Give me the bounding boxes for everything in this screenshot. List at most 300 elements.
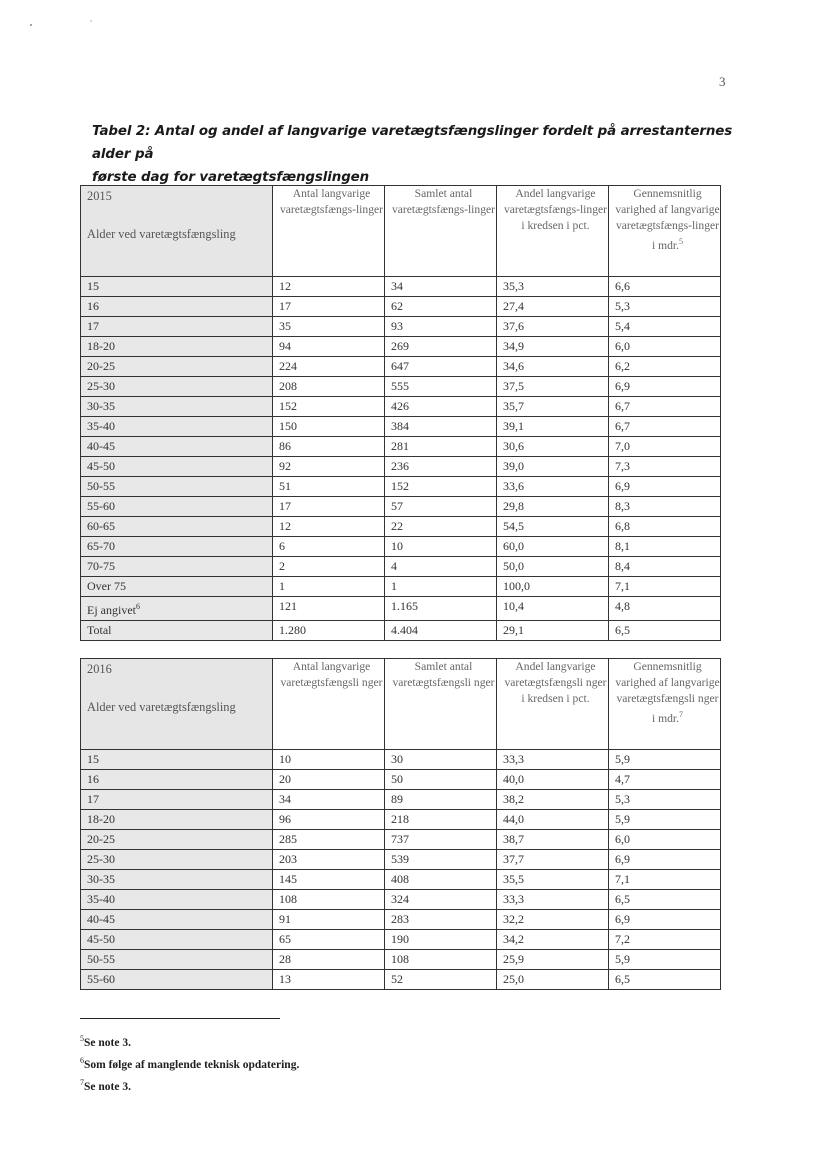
col-header-andel: Andel langvarige varetægtsfængs-linger i kredsen i pct. (497, 186, 609, 277)
samlet-cell-text: 190 (391, 932, 409, 946)
andel-cell (497, 417, 609, 437)
varighed-cell-text: 5,3 (615, 299, 630, 313)
samlet-cell (385, 537, 497, 557)
andel-cell (497, 477, 609, 497)
varighed-cell-text: 6,8 (615, 519, 630, 533)
varighed-cell (609, 621, 721, 641)
andel-cell-text: 38,2 (503, 792, 524, 806)
varighed-cell (609, 950, 721, 970)
varighed-cell (609, 477, 721, 497)
antal-cell-text: 108 (279, 892, 297, 906)
varighed-cell (609, 750, 721, 770)
age-cell (81, 437, 273, 457)
samlet-cell (385, 910, 497, 930)
age-cell (81, 557, 273, 577)
andel-cell-text: 37,7 (503, 852, 524, 866)
samlet-cell-text: 4.404 (391, 623, 418, 637)
andel-cell-text: 39,1 (503, 419, 524, 433)
age-cell (81, 750, 273, 770)
samlet-cell-text: 647 (391, 359, 409, 373)
varighed-cell-text: 6,0 (615, 339, 630, 353)
antal-cell-text: 17 (279, 299, 291, 313)
footnote-number: 5 (80, 1034, 84, 1043)
samlet-cell (385, 930, 497, 950)
andel-cell-text: 32,2 (503, 912, 524, 926)
antal-cell-text: 94 (279, 339, 291, 353)
age-cell (81, 457, 273, 477)
samlet-cell-text: 737 (391, 832, 409, 846)
year-header-cell (81, 659, 273, 750)
varighed-cell (609, 397, 721, 417)
table-row (81, 790, 721, 810)
andel-cell-text: 35,7 (503, 399, 524, 413)
table-row (81, 770, 721, 790)
varighed-cell-text: 8,3 (615, 499, 630, 513)
andel-cell (497, 497, 609, 517)
andel-cell-text: 54,5 (503, 519, 524, 533)
age-cell (81, 830, 273, 850)
antal-cell-text: 6 (279, 539, 285, 553)
footnote-ref: 6 (135, 602, 140, 611)
caption-line-1: Tabel 2: Antal og andel af langvarige varetægtsfængslinger fordelt på arrestanternes alder på (92, 124, 733, 162)
table-row (81, 477, 721, 497)
antal-cell-text: 121 (279, 599, 297, 613)
andel-cell (497, 557, 609, 577)
table-2015 (80, 185, 721, 641)
samlet-cell (385, 621, 497, 641)
age-cell (81, 597, 273, 621)
samlet-cell-text: 89 (391, 792, 403, 806)
footnote-item (80, 1072, 299, 1094)
scan-speck (90, 20, 92, 22)
varighed-cell-text: 6,9 (615, 479, 630, 493)
footnote-text: Se note 3. (84, 1037, 131, 1049)
samlet-cell-text: 4 (391, 559, 397, 573)
varighed-cell-text: 5,9 (615, 812, 630, 826)
age-cell-text: 40-45 (87, 439, 115, 453)
age-cell (81, 870, 273, 890)
samlet-cell-text: 426 (391, 399, 409, 413)
samlet-cell (385, 397, 497, 417)
samlet-cell-text: 10 (391, 539, 403, 553)
age-cell-text: 18-20 (87, 339, 115, 353)
samlet-cell-text: 152 (391, 479, 409, 493)
age-cell-text: 25-30 (87, 379, 115, 393)
footnote-number: 7 (80, 1078, 84, 1087)
table-row (81, 337, 721, 357)
samlet-cell (385, 890, 497, 910)
age-cell (81, 377, 273, 397)
samlet-cell-text: 93 (391, 319, 403, 333)
andel-cell-text: 39,0 (503, 459, 524, 473)
age-cell-text: 45-50 (87, 932, 115, 946)
antal-cell (273, 890, 385, 910)
samlet-cell (385, 457, 497, 477)
samlet-cell-text: 52 (391, 972, 403, 986)
age-cell (81, 497, 273, 517)
table-header-row (81, 659, 721, 750)
varighed-cell-text: 6,6 (615, 279, 630, 293)
table-row (81, 497, 721, 517)
age-cell (81, 317, 273, 337)
samlet-cell (385, 497, 497, 517)
table-row (81, 377, 721, 397)
andel-cell-text: 38,7 (503, 832, 524, 846)
samlet-cell-text: 539 (391, 852, 409, 866)
samlet-cell-text: 384 (391, 419, 409, 433)
antal-cell-text: 92 (279, 459, 291, 473)
page-number: 3 (719, 74, 726, 89)
varighed-cell (609, 930, 721, 950)
andel-cell (497, 790, 609, 810)
samlet-cell-text: 50 (391, 772, 403, 786)
antal-cell (273, 830, 385, 850)
footnote-item (80, 1028, 299, 1050)
samlet-cell (385, 770, 497, 790)
andel-cell-text: 27,4 (503, 299, 524, 313)
antal-cell-text: 2 (279, 559, 285, 573)
antal-cell (273, 337, 385, 357)
age-cell-text: 20-25 (87, 359, 115, 373)
andel-cell (497, 770, 609, 790)
varighed-cell (609, 377, 721, 397)
samlet-cell (385, 357, 497, 377)
andel-cell-text: 33,3 (503, 892, 524, 906)
andel-cell (497, 397, 609, 417)
antal-cell (273, 750, 385, 770)
samlet-cell-text: 108 (391, 952, 409, 966)
samlet-cell (385, 597, 497, 621)
age-cell (81, 930, 273, 950)
samlet-cell (385, 577, 497, 597)
varighed-cell-text: 8,4 (615, 559, 630, 573)
antal-cell (273, 497, 385, 517)
table-row (81, 890, 721, 910)
age-cell (81, 950, 273, 970)
age-cell (81, 357, 273, 377)
varighed-cell-text: 7,1 (615, 872, 630, 886)
age-cell (81, 277, 273, 297)
varighed-cell (609, 417, 721, 437)
andel-cell (497, 297, 609, 317)
varighed-cell-text: 5,3 (615, 792, 630, 806)
footnotes (80, 1028, 299, 1094)
varighed-cell-text: 5,9 (615, 752, 630, 766)
table-row (81, 297, 721, 317)
antal-cell (273, 417, 385, 437)
age-cell-text: Over 75 (87, 579, 126, 593)
varighed-cell (609, 870, 721, 890)
antal-cell-text: 285 (279, 832, 297, 846)
varighed-cell (609, 830, 721, 850)
footnote-ref: 5 (679, 237, 684, 246)
andel-cell (497, 970, 609, 990)
antal-cell-text: 20 (279, 772, 291, 786)
varighed-cell (609, 770, 721, 790)
col-header-varighed-text: Gennemsnitlig varighed af langvarige varetægtsfængs-linger i mdr. (615, 187, 720, 252)
varighed-cell (609, 790, 721, 810)
samlet-cell-text: 324 (391, 892, 409, 906)
antal-cell (273, 557, 385, 577)
antal-cell-text: 208 (279, 379, 297, 393)
samlet-cell-text: 408 (391, 872, 409, 886)
varighed-cell-text: 5,9 (615, 952, 630, 966)
antal-cell-text: 13 (279, 972, 291, 986)
age-cell-text: 35-40 (87, 892, 115, 906)
table-row (81, 950, 721, 970)
antal-cell (273, 477, 385, 497)
age-cell-text: 18-20 (87, 812, 115, 826)
varighed-cell-text: 7,2 (615, 932, 630, 946)
age-cell (81, 890, 273, 910)
col-header-varighed (609, 659, 721, 750)
table-row (81, 970, 721, 990)
andel-cell-text: 40,0 (503, 772, 524, 786)
age-cell-text: 25-30 (87, 852, 115, 866)
varighed-cell (609, 577, 721, 597)
varighed-cell (609, 537, 721, 557)
samlet-cell-text: 57 (391, 499, 403, 513)
andel-cell (497, 277, 609, 297)
andel-cell (497, 870, 609, 890)
samlet-cell (385, 830, 497, 850)
andel-cell-text: 35,3 (503, 279, 524, 293)
antal-cell (273, 970, 385, 990)
antal-cell (273, 930, 385, 950)
andel-cell-text: 30,6 (503, 439, 524, 453)
table-row (81, 910, 721, 930)
andel-cell (497, 537, 609, 557)
samlet-cell (385, 337, 497, 357)
andel-cell-text: 35,5 (503, 872, 524, 886)
andel-cell-text: 29,1 (503, 623, 524, 637)
age-cell-text: 17 (87, 792, 99, 806)
table-row (81, 317, 721, 337)
age-cell (81, 850, 273, 870)
age-cell (81, 810, 273, 830)
varighed-cell (609, 457, 721, 477)
varighed-cell-text: 6,9 (615, 912, 630, 926)
col-header-varighed-text: Gennemsnitlig varighed af langvarige varetægtsfængsli nger i mdr. (615, 660, 720, 725)
age-cell-text: 17 (87, 319, 99, 333)
col-header-antal: Antal langvarige varetægtsfængsli nger (273, 659, 385, 750)
col-header-antal: Antal langvarige varetægtsfængs-linger (273, 186, 385, 277)
samlet-cell-text: 34 (391, 279, 403, 293)
age-cell (81, 477, 273, 497)
antal-cell-text: 28 (279, 952, 291, 966)
age-column-header: Alder ved varetægtsfængsling (87, 227, 236, 241)
samlet-cell-text: 1 (391, 579, 397, 593)
table-row (81, 850, 721, 870)
age-cell-text: 45-50 (87, 459, 115, 473)
antal-cell (273, 317, 385, 337)
varighed-cell (609, 337, 721, 357)
age-cell-text: 20-25 (87, 832, 115, 846)
varighed-cell (609, 437, 721, 457)
table-row (81, 621, 721, 641)
age-cell (81, 910, 273, 930)
andel-cell (497, 830, 609, 850)
age-cell-text: 60-65 (87, 519, 115, 533)
antal-cell (273, 377, 385, 397)
col-header-varighed (609, 186, 721, 277)
age-cell (81, 337, 273, 357)
andel-cell (497, 377, 609, 397)
table-header-row (81, 186, 721, 277)
varighed-cell (609, 357, 721, 377)
samlet-cell-text: 218 (391, 812, 409, 826)
andel-cell-text: 100,0 (503, 579, 530, 593)
antal-cell (273, 297, 385, 317)
table-row (81, 277, 721, 297)
andel-cell-text: 33,3 (503, 752, 524, 766)
age-cell-text: 30-35 (87, 399, 115, 413)
andel-cell (497, 457, 609, 477)
varighed-cell-text: 5,4 (615, 319, 630, 333)
antal-cell (273, 437, 385, 457)
antal-cell-text: 96 (279, 812, 291, 826)
table-row (81, 597, 721, 621)
andel-cell-text: 34,9 (503, 339, 524, 353)
andel-cell (497, 950, 609, 970)
col-header-samlet: Samlet antal varetægtsfængsli nger (385, 659, 497, 750)
samlet-cell (385, 970, 497, 990)
varighed-cell (609, 597, 721, 621)
age-cell (81, 577, 273, 597)
age-cell-text: 30-35 (87, 872, 115, 886)
antal-cell-text: 1 (279, 579, 285, 593)
table-row (81, 517, 721, 537)
varighed-cell-text: 7,3 (615, 459, 630, 473)
age-cell (81, 417, 273, 437)
age-cell-text: 35-40 (87, 419, 115, 433)
age-cell-text: 15 (87, 752, 99, 766)
varighed-cell (609, 517, 721, 537)
andel-cell (497, 750, 609, 770)
age-cell (81, 621, 273, 641)
varighed-cell (609, 810, 721, 830)
antal-cell-text: 65 (279, 932, 291, 946)
antal-cell (273, 950, 385, 970)
andel-cell (497, 517, 609, 537)
varighed-cell (609, 317, 721, 337)
antal-cell-text: 10 (279, 752, 291, 766)
col-header-andel: Andel langvarige varetægtsfængsli nger i kredsen i pct. (497, 659, 609, 750)
samlet-cell (385, 477, 497, 497)
antal-cell (273, 770, 385, 790)
age-cell-text: 50-55 (87, 952, 115, 966)
samlet-cell-text: 22 (391, 519, 403, 533)
age-column-header: Alder ved varetægtsfængsling (87, 700, 236, 714)
andel-cell (497, 850, 609, 870)
andel-cell (497, 910, 609, 930)
table-row (81, 557, 721, 577)
table-row (81, 537, 721, 557)
year-header-cell (81, 186, 273, 277)
andel-cell (497, 437, 609, 457)
antal-cell-text: 12 (279, 279, 291, 293)
varighed-cell (609, 497, 721, 517)
varighed-cell-text: 8,1 (615, 539, 630, 553)
table-row (81, 810, 721, 830)
samlet-cell (385, 377, 497, 397)
table-caption (92, 120, 742, 189)
antal-cell-text: 145 (279, 872, 297, 886)
samlet-cell-text: 1.165 (391, 599, 418, 613)
year-label: 2016 (87, 662, 112, 676)
samlet-cell-text: 283 (391, 912, 409, 926)
age-cell-text: Ej angivet (87, 603, 136, 617)
age-cell-text: 50-55 (87, 479, 115, 493)
samlet-cell-text: 30 (391, 752, 403, 766)
samlet-cell-text: 236 (391, 459, 409, 473)
antal-cell-text: 12 (279, 519, 291, 533)
andel-cell-text: 34,6 (503, 359, 524, 373)
varighed-cell-text: 6,0 (615, 832, 630, 846)
andel-cell (497, 337, 609, 357)
varighed-cell (609, 297, 721, 317)
samlet-cell (385, 557, 497, 577)
table-row (81, 437, 721, 457)
age-cell-text: 40-45 (87, 912, 115, 926)
andel-cell-text: 34,2 (503, 932, 524, 946)
age-cell (81, 790, 273, 810)
antal-cell (273, 517, 385, 537)
age-cell-text: Total (87, 623, 112, 637)
samlet-cell (385, 437, 497, 457)
varighed-cell-text: 4,8 (615, 599, 630, 613)
footnote-divider (80, 1018, 280, 1019)
antal-cell (273, 357, 385, 377)
antal-cell-text: 203 (279, 852, 297, 866)
varighed-cell (609, 970, 721, 990)
age-cell (81, 517, 273, 537)
andel-cell-text: 33,6 (503, 479, 524, 493)
andel-cell (497, 621, 609, 641)
andel-cell-text: 37,5 (503, 379, 524, 393)
samlet-cell (385, 517, 497, 537)
andel-cell (497, 577, 609, 597)
age-cell-text: 15 (87, 279, 99, 293)
antal-cell (273, 457, 385, 477)
samlet-cell (385, 870, 497, 890)
andel-cell-text: 50,0 (503, 559, 524, 573)
age-cell-text: 16 (87, 772, 99, 786)
age-cell-text: 16 (87, 299, 99, 313)
table-row (81, 357, 721, 377)
andel-cell-text: 37,6 (503, 319, 524, 333)
age-cell-text: 65-70 (87, 539, 115, 553)
samlet-cell-text: 269 (391, 339, 409, 353)
antal-cell (273, 397, 385, 417)
antal-cell (273, 537, 385, 557)
varighed-cell-text: 6,9 (615, 379, 630, 393)
antal-cell (273, 790, 385, 810)
samlet-cell (385, 317, 497, 337)
antal-cell-text: 17 (279, 499, 291, 513)
varighed-cell-text: 6,7 (615, 399, 630, 413)
varighed-cell-text: 6,7 (615, 419, 630, 433)
table-row (81, 417, 721, 437)
antal-cell (273, 870, 385, 890)
footnote-text: Se note 3. (84, 1081, 131, 1093)
table-2016 (80, 658, 721, 990)
antal-cell-text: 51 (279, 479, 291, 493)
age-cell (81, 537, 273, 557)
antal-cell (273, 621, 385, 641)
antal-cell (273, 910, 385, 930)
age-cell (81, 770, 273, 790)
